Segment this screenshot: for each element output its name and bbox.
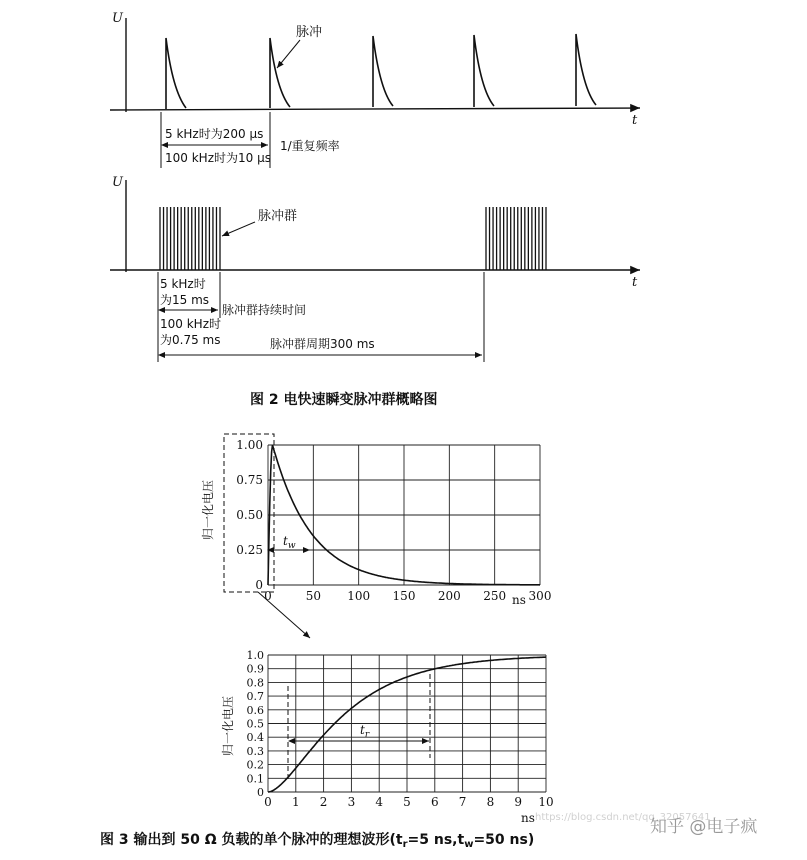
pulse-4 [474,35,494,107]
lower-xtick: 4 [375,795,384,809]
lower-xunit: ns [521,811,535,825]
dur-5k-b: 为15 ms [160,293,210,307]
lower-ytick: 0.6 [246,703,264,717]
upper-ytick: 1.00 [236,438,263,452]
dur-100k-b: 为0.75 ms [160,333,221,347]
tw-label: $t_w$ [283,534,296,551]
fig2-caption: 图 2 电快速瞬变脉冲群概略图 [250,392,438,408]
lower-ticks [247,649,554,809]
upper-xtick: 100 [347,589,371,603]
pulse-3 [373,36,393,107]
lower-xtick: 6 [430,795,439,809]
period-5k-label: 5 kHz时为200 μs [165,127,264,141]
lower-xtick: 5 [403,795,411,809]
top-t-label: t [632,113,638,128]
upper-xtick: 0 [264,589,272,603]
bottom-u-label: U [112,175,123,190]
lower-ytick: 0.5 [246,717,264,731]
pulse-label: 脉冲 [296,25,323,40]
watermark-brand: 知乎 @电子疯 [650,817,758,837]
lower-xtick: 3 [347,795,356,809]
lower-ytick: 0.2 [246,758,264,772]
tr-label: $t_r$ [360,723,370,740]
watermark-url: https://blog.csdn.net/qq_32057641 [535,812,711,823]
dur-100k-a: 100 kHz时 [160,317,221,331]
upper-xtick: 50 [305,589,321,603]
upper-ytick: 0 [255,578,263,592]
burst-2 [486,207,546,270]
upper-xtick: 250 [483,589,507,603]
pulse-pointer [277,40,300,68]
upper-grid [268,445,540,585]
lower-ytick: 0 [257,786,264,799]
lower-xtick: 2 [319,795,328,809]
lower-xtick: 8 [486,795,495,809]
lower-grid [268,655,546,792]
lower-ytick: 0.1 [246,772,264,786]
bottom-t-label: t [632,275,638,290]
burst-1 [160,207,220,270]
upper-xtick: 300 [528,589,552,603]
pulse-5 [576,34,596,106]
lower-xtick: 0 [264,795,272,809]
lower-xtick: 1 [291,795,300,809]
fig2-pulse-train [110,11,640,168]
lower-ylabel: 归一化电压 [221,695,235,756]
lower-xtick: 7 [458,795,467,809]
fig3-upper-plot [200,434,551,638]
fig3-lower-plot [220,649,554,825]
upper-ytick: 0.25 [236,543,263,557]
lower-ytick: 0.7 [246,690,264,704]
burst-pointer [222,222,255,236]
pulse-group [166,34,596,109]
lower-ytick: 0.3 [246,744,264,758]
burst-label: 脉冲群 [258,209,298,224]
period-100k-label: 100 kHz时为10 μs [165,151,271,165]
lower-ytick: 0.9 [246,662,264,676]
dur-5k-a: 5 kHz时 [160,277,206,291]
lower-ytick: 1.0 [246,649,264,662]
duration-label: 脉冲群持续时间 [222,303,307,317]
top-u-label: U [112,11,123,26]
fig2-burst-train [110,175,640,362]
lower-xtick: 10 [538,795,554,809]
upper-ytick: 0.50 [236,508,263,522]
burst-period-label: 脉冲群周期300 ms [270,337,375,351]
lower-ytick: 0.8 [246,676,264,690]
pulse-2 [270,38,290,108]
upper-xtick: 200 [437,589,461,603]
pulse-1 [166,38,186,109]
upper-ylabel: 归一化电压 [201,479,215,540]
upper-ytick: 0.75 [236,473,263,487]
upper-xunit: ns [512,593,526,607]
lower-xtick: 9 [514,795,523,809]
upper-xtick: 150 [392,589,416,603]
lower-ytick: 0.4 [246,731,264,745]
rep-rate-label: 1/重复频率 [280,139,340,153]
top-t-axis [110,108,640,110]
fig3-caption: 图 3 输出到 50 Ω 负载的单个脉冲的理想波形($t_r=5$ $ns,t_w=50$ ns) [100,832,535,850]
